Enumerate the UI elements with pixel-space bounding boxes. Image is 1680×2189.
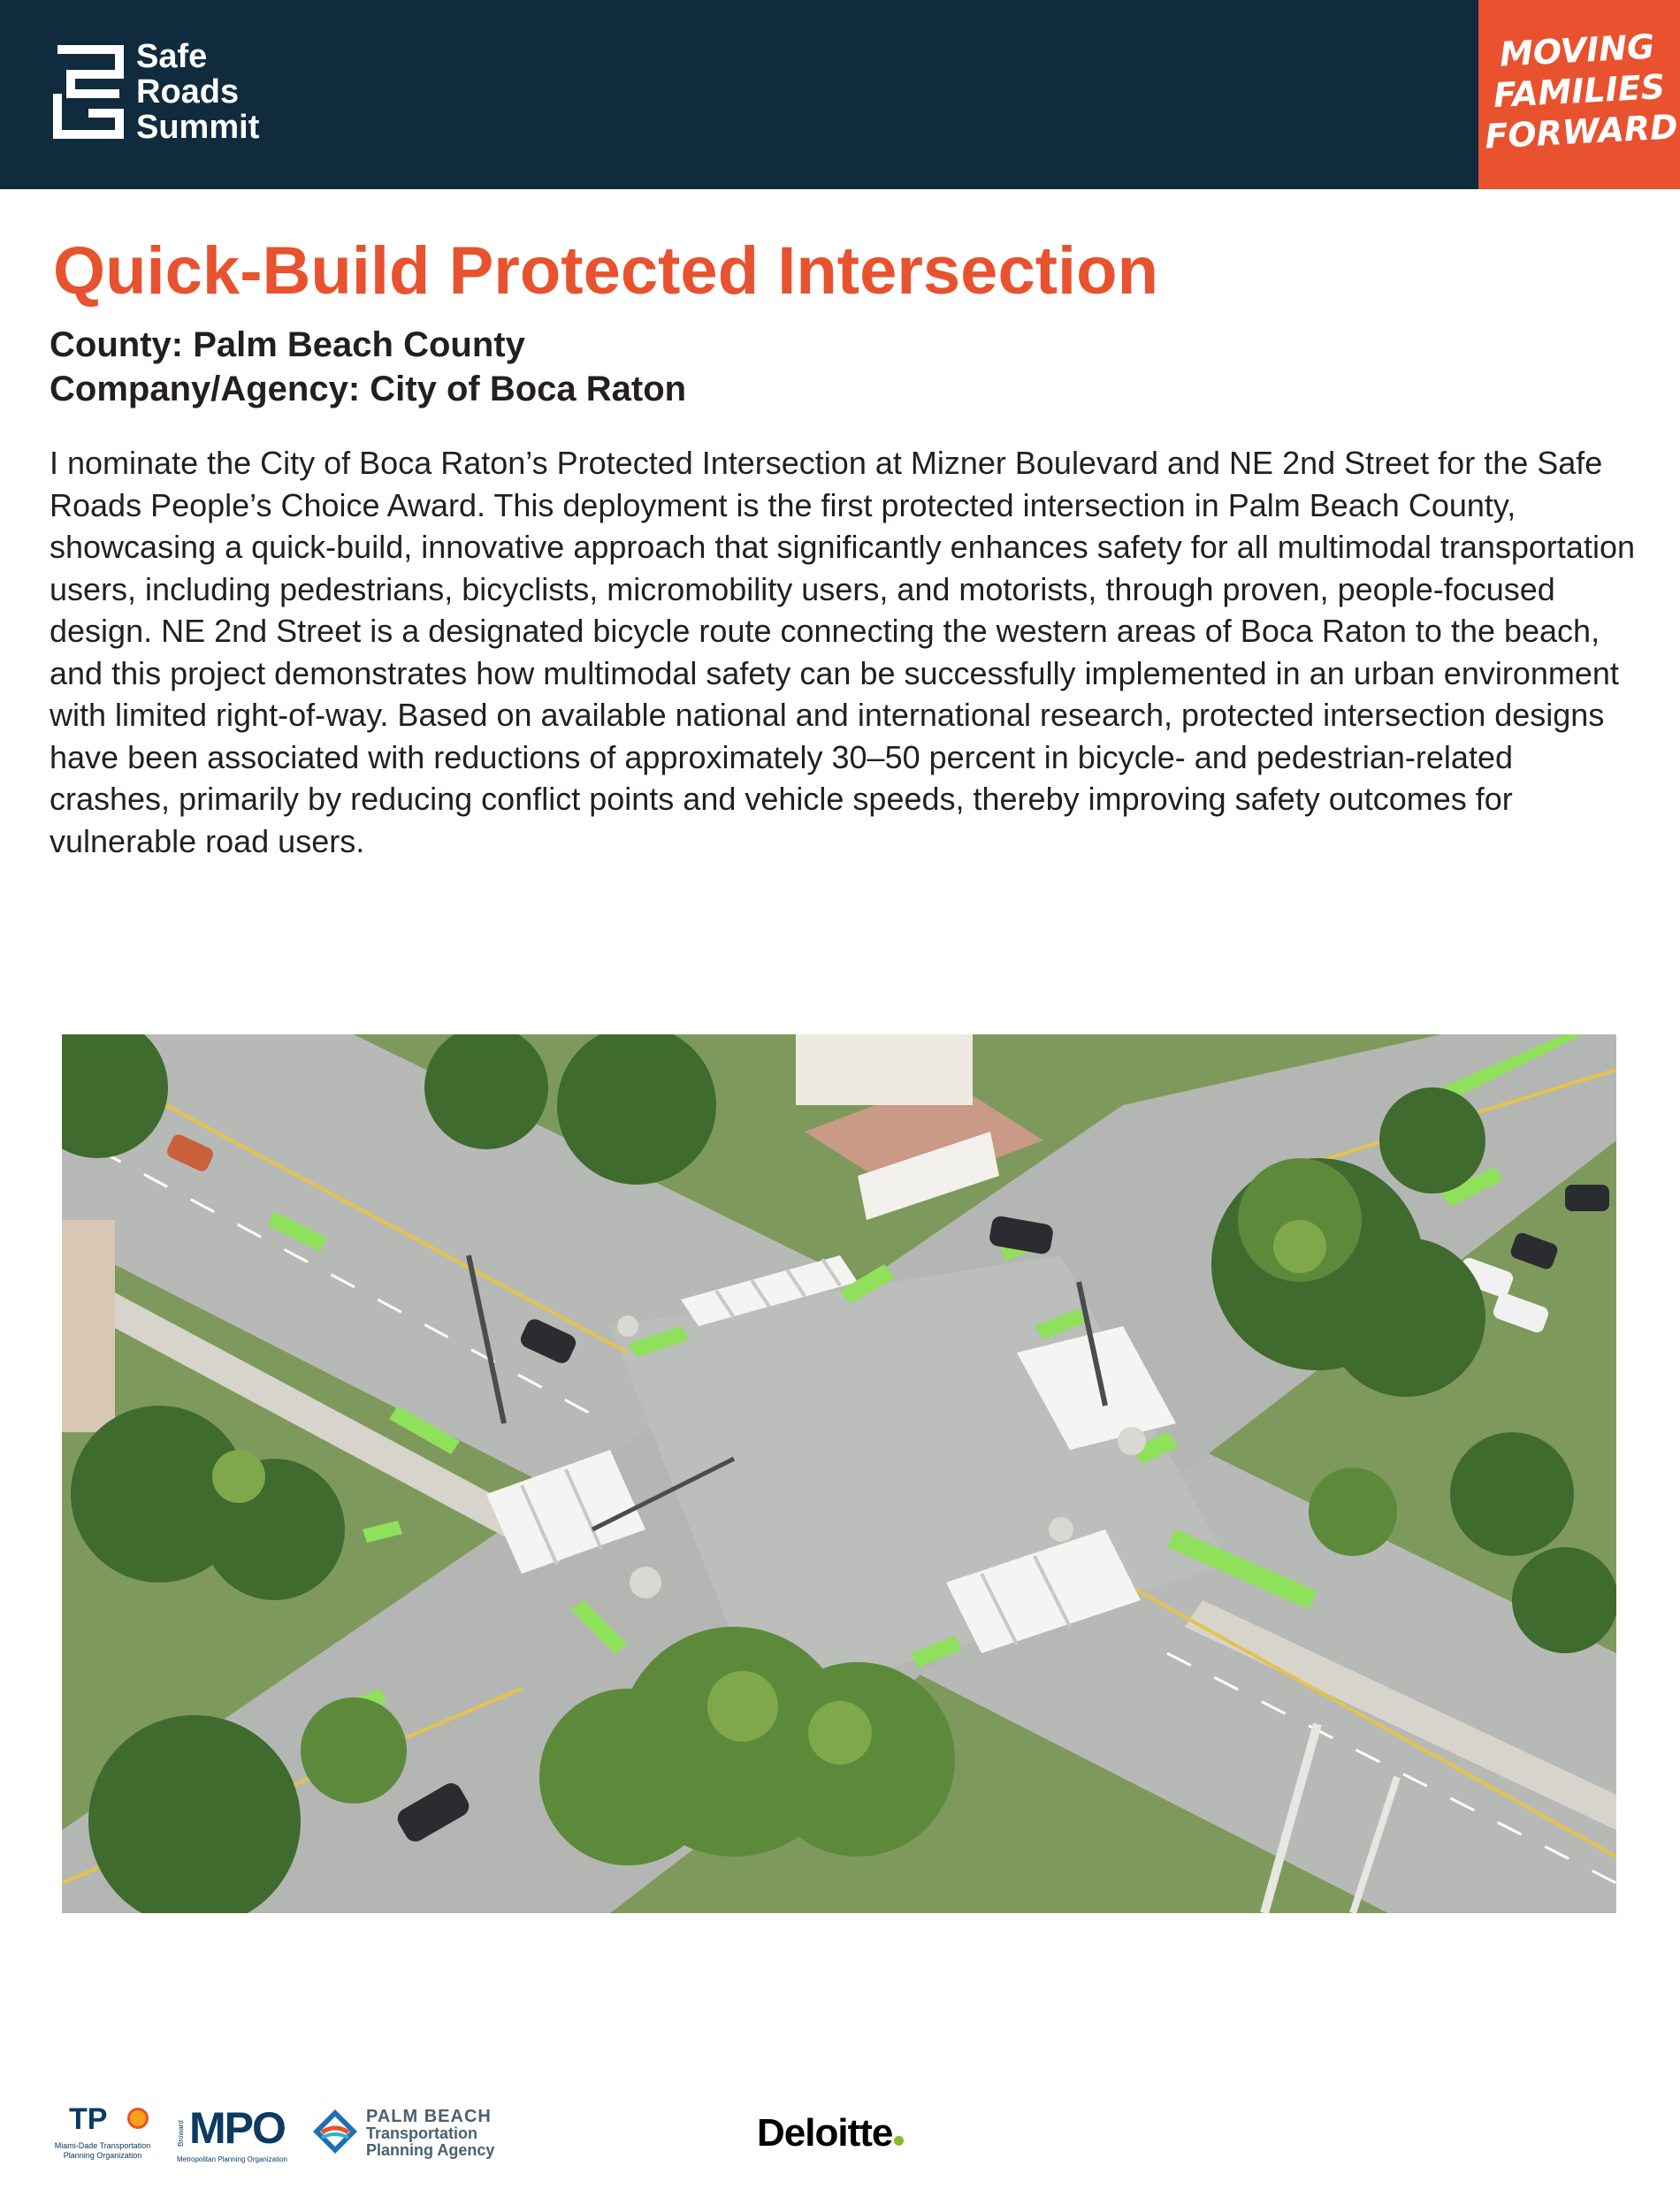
- palm-beach-tpa-icon: [311, 2108, 359, 2155]
- footer-logos: [0, 2095, 1680, 2189]
- broward-mpo-logo: [177, 2102, 301, 2173]
- deloitte-wordmark: Deloitte: [757, 2111, 893, 2155]
- brand-line: Roads: [136, 73, 240, 111]
- tpo-wordmark: TP: [69, 2102, 108, 2136]
- mpo-side-label: Broward: [177, 2120, 185, 2147]
- agency-line: Company/Agency: City of Boca Raton: [50, 370, 687, 408]
- brand-line: Safe: [136, 38, 208, 75]
- tagline-line: FAMILIES: [1492, 66, 1667, 116]
- tpo-dot-icon: [127, 2108, 149, 2129]
- pb-line: PALM BEACH: [366, 2107, 492, 2126]
- pb-line: Planning Agency: [366, 2141, 495, 2159]
- tpo-subtitle: [50, 2141, 156, 2161]
- tpo-subtitle-line: Planning Organization: [63, 2151, 142, 2160]
- pb-line: Transportation: [366, 2124, 478, 2142]
- mpo-wordmark: MPO: [189, 2103, 285, 2153]
- palm-beach-tpa-text: [366, 2108, 494, 2159]
- deloitte-logo: [757, 2111, 904, 2155]
- tagline: [1476, 25, 1680, 157]
- miami-dade-tpo-logo: [50, 2102, 156, 2173]
- palm-beach-tpa-logo: [311, 2101, 515, 2180]
- intersection-aerial-photo: [62, 1034, 1616, 1913]
- nomination-text: I nominate the City of Boca Raton’s Protected Intersection at Mizner Boulevard and NE 2nd Street for the Safe Roads People’s Choice Award. This deployment is the first protected intersection in Palm Beach County, showcasing a quick-build, innovative approach that significantly enhances safety for all multimodal transportation users, including pedestrians, bicyclists, micromobility users, and motorists, through proven, people-focused design. NE 2nd Street is a designated bicycle route connecting the western areas of Boca Raton to the beach, and this project demonstrates how multimodal safety can be successfully implemented in an urban environment with limited right-of-way. Based on available national and international research, protected intersection designs have been associated with reductions of approximately 30–50 percent in bicycle- and pedestrian-related crashes, primarily by reducing conflict points and vehicle speeds, thereby improving safety outcomes for vulnerable road users.: [50, 445, 1635, 859]
- county-line: County: Palm Beach County: [50, 325, 525, 364]
- page-header: [0, 0, 1680, 189]
- brand-line: Summit: [136, 109, 260, 146]
- brand-name: [136, 39, 259, 145]
- tpo-subtitle-line: Miami-Dade Transportation: [54, 2141, 151, 2150]
- tagline-line: MOVING: [1498, 27, 1656, 74]
- page-title: Quick-Build Protected Intersection: [53, 233, 1158, 309]
- tagline-line: FORWARD: [1484, 107, 1679, 156]
- mpo-subtitle: Metropolitan Planning Organization: [177, 2155, 287, 2163]
- tagline-badge: [1478, 0, 1680, 189]
- deloitte-dot-icon: [894, 2136, 904, 2146]
- safe-roads-logo-icon: [53, 42, 124, 141]
